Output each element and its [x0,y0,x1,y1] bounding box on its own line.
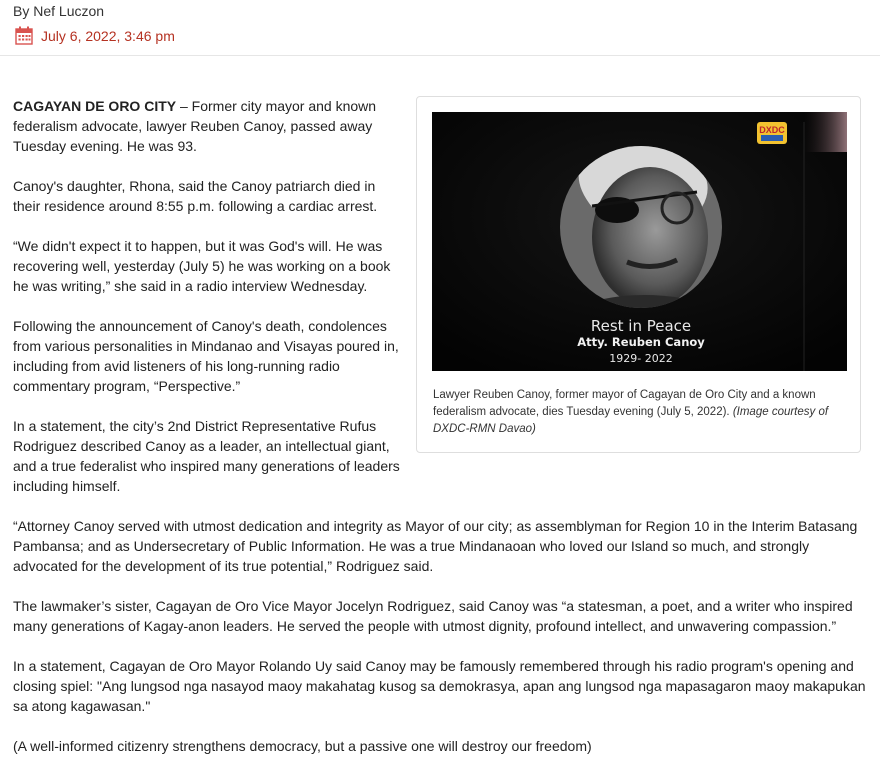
article-paragraph: In a statement, Cagayan de Oro Mayor Rolando Uy said Canoy may be famously remembered through his radio program's opening and closing spiel: "Ang lungsod nga nasayod maoy makahatag kusog sa demokrasya, apan ang lungsod nga mapasagaron maoy makapukan sa atong kagawasan." [13,658,866,714]
svg-text:DXDC: DXDC [759,125,785,135]
article-paragraph: In a statement, the city’s 2nd District Representative Rufus Rodriguez described Canoy as a leader, an intellectual giant, and a true federalist who inspired many generations of leaders including himself. [13,418,400,494]
article-paragraph: (A well-informed citizenry strengthens democracy, but a passive one will destroy our freedom) [13,738,592,754]
byline: By Nef Luczon [13,3,105,19]
calendar-icon [15,26,33,45]
article-paragraph: “We didn't expect it to happen, but it was God's will. He was recovering well, yesterday (July 5) he was working on a book he was writing,” she said in a radio interview Wednesday. [13,238,391,294]
article-body [13,96,873,776]
article-dateline: CAGAYAN DE ORO CITY [13,98,177,114]
caption-text: Lawyer Reuben Canoy, former mayor of Cagayan de Oro City and a known federalism advocate, dies Tuesday evening (July 5, 2022). [433,389,816,418]
article-paragraph: Following the announcement of Canoy's death, condolences from various personalities in Mindanao and Visayas poured in, including from avid listeners of his long-running radio commentary program, “Perspective.” [13,318,399,394]
caption-credit: (Image courtesy of DXDC-RMN Davao) [433,406,829,435]
article-paragraph: CAGAYAN DE ORO CITY – Former city mayor and known federalism advocate, lawyer Reuben Canoy, passed away Tuesday evening. He was 93. [13,98,377,154]
rest-in-peace-text: Rest in Peace [590,317,692,335]
article-paragraph: The lawmaker’s sister, Cagayan de Oro Vice Mayor Jocelyn Rodriguez, said Canoy was “a statesman, a poet, and a writer who inspired many generations of Kagay-anon leaders. He served the people with utmost dignity, profound intellect, and unwavering compassion.” [13,598,853,634]
header-divider [0,55,880,56]
article-paragraph: Canoy's daughter, Rhona, said the Canoy patriarch died in their residence around 8:55 p.m. following a cardiac arrest. [13,178,378,214]
publish-date [15,26,175,45]
date-text: July 6, 2022, 3:46 pm [41,27,175,44]
memorial-years: 1929- 2022 [609,352,673,365]
article-paragraph: “Attorney Canoy served with utmost dedication and integrity as Mayor of our city; as assemblyman for Region 10 in the Interim Batasang Pambansa; and as Undersecretary of Public Information. He was a true Mindanaoan who loved our Island so much, and strongly advocated for the development of its true potential,” Rodriguez said. [13,518,858,574]
memorial-name: Atty. Reuben Canoy [577,335,705,349]
